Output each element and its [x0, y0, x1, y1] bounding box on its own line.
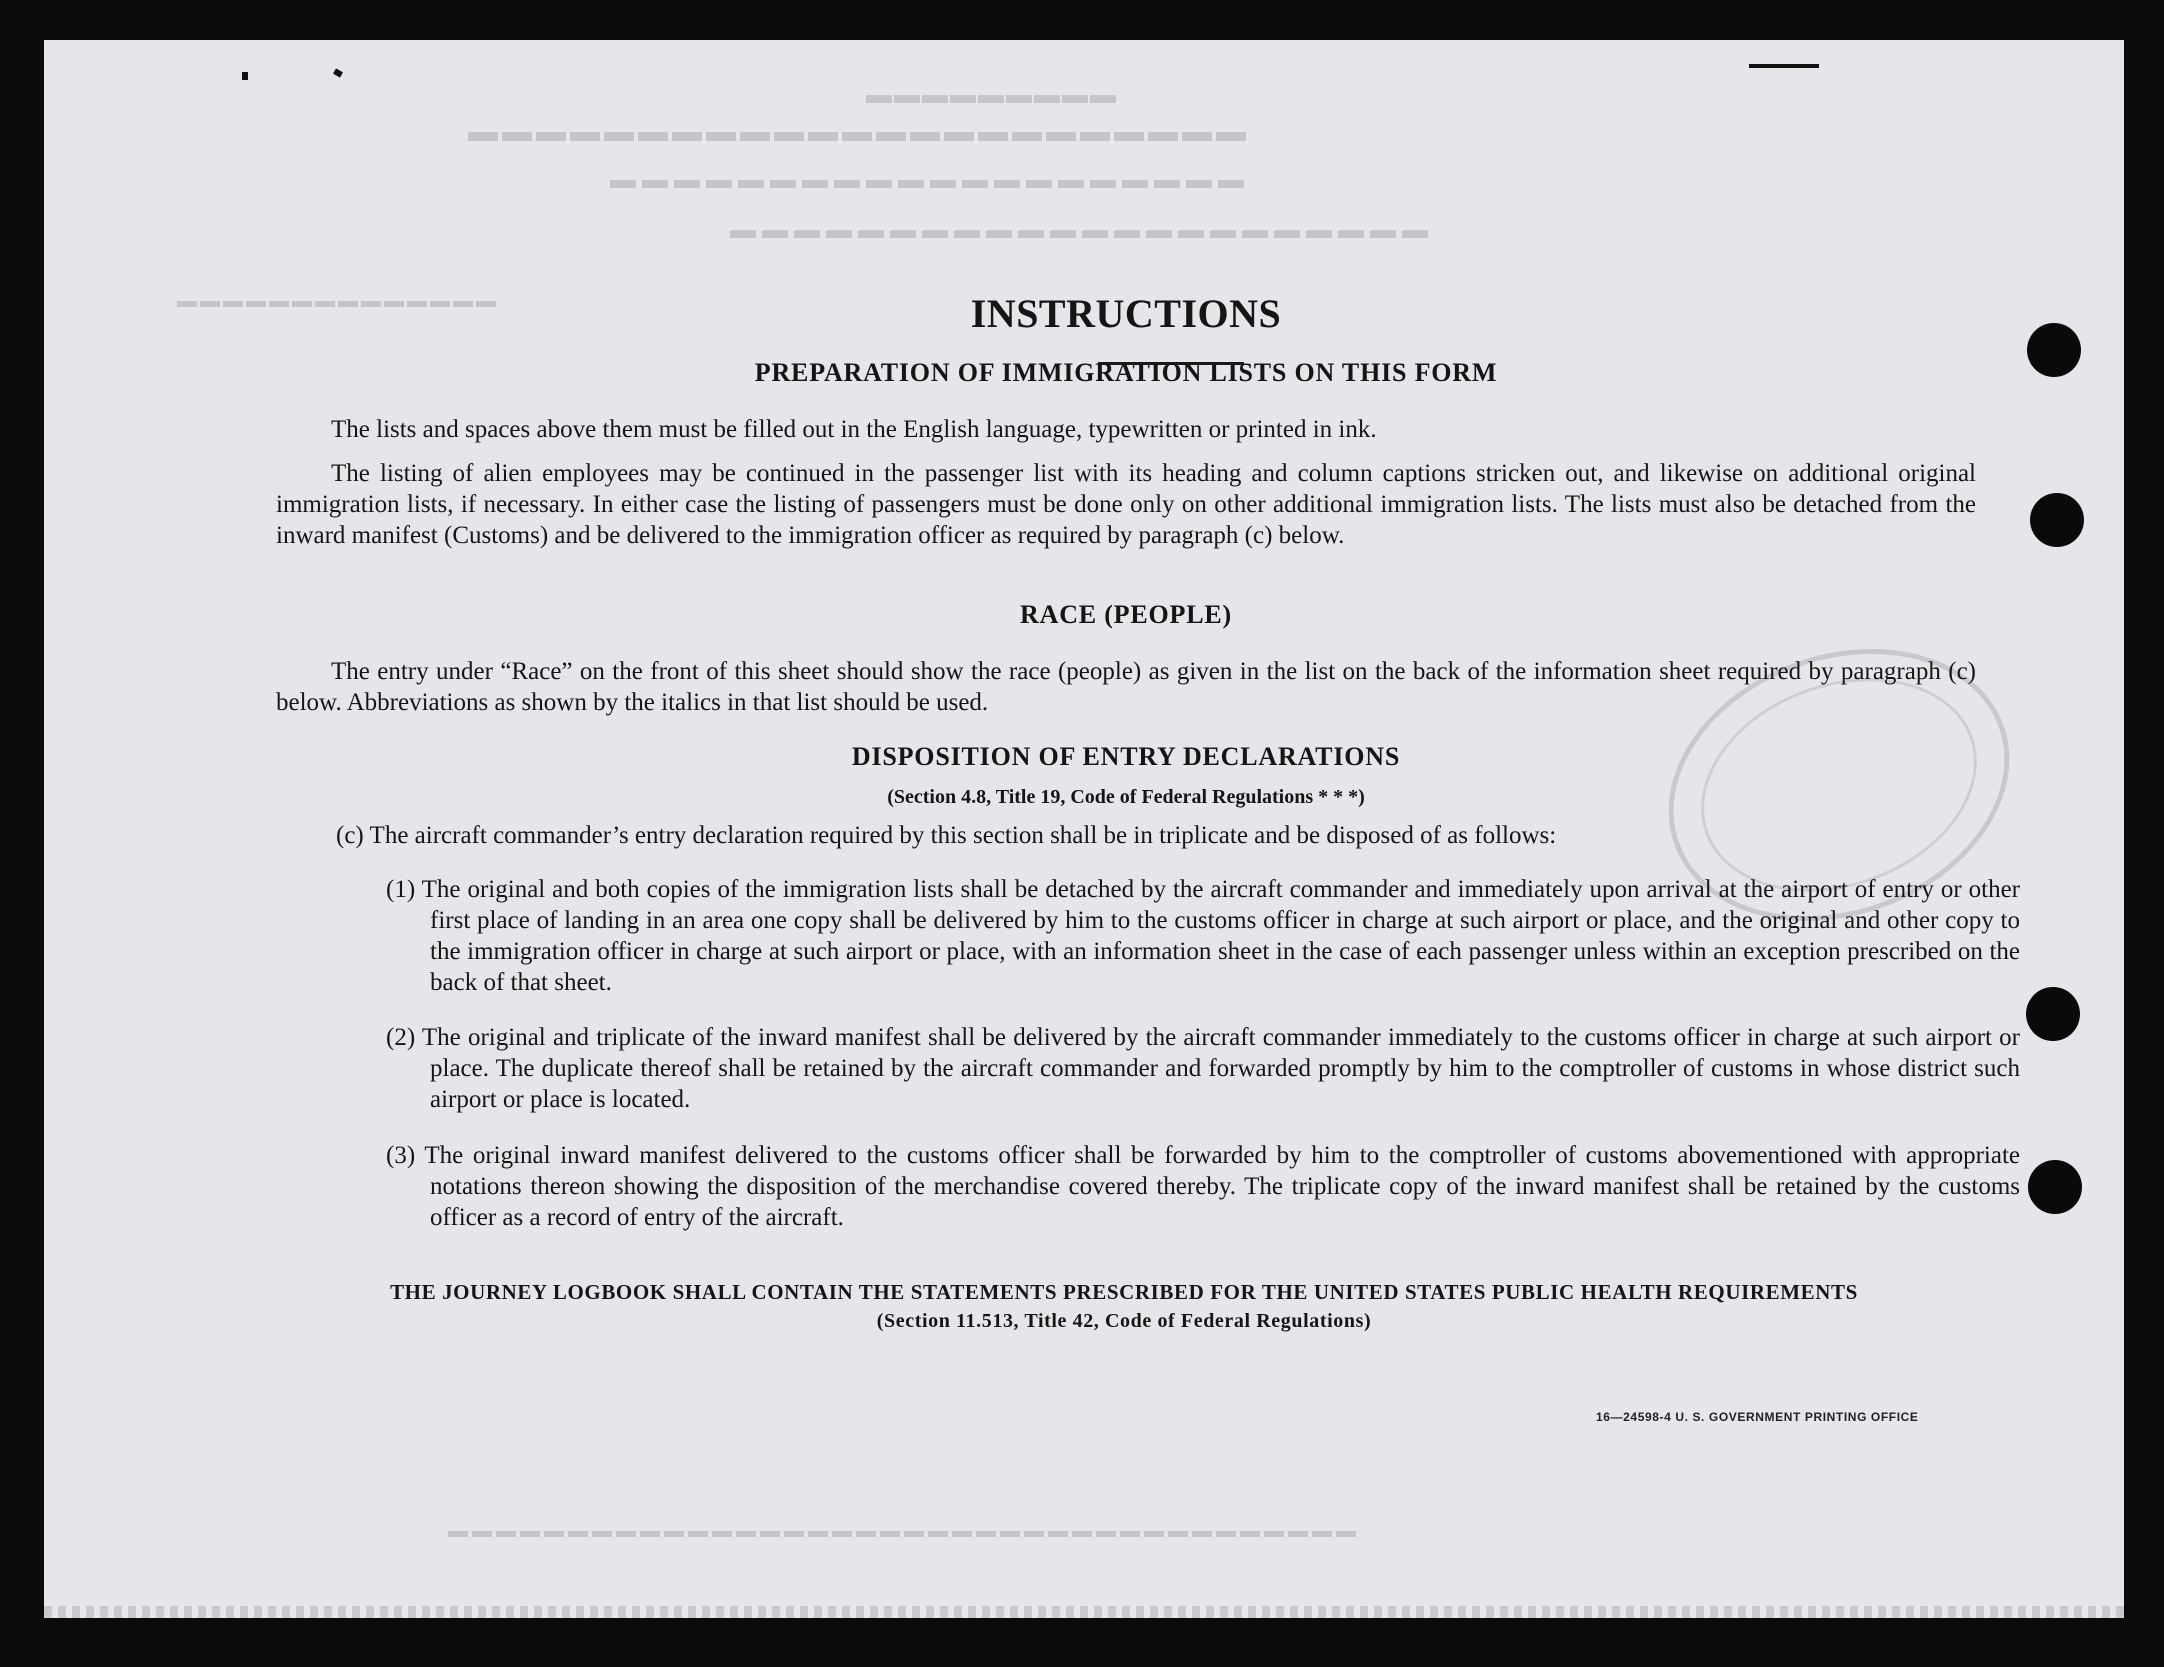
scan-mark [1749, 64, 1819, 68]
disposition-item-2: (2) The original and triplicate of the inward manifest shall be delivered by the aircraft commander immediately to the customs officer in charge at such airport or place. The duplicate thereof shall be retained by the aircraft commander and forwarded promptly by him to the comptroller of customs in whose district such airport or place is located. [386, 1024, 2020, 1113]
bleed-through-mark: ▬▬▬▬▬▬▬▬▬▬▬▬▬▬▬▬▬▬▬▬▬▬▬ [464, 115, 1246, 148]
race-paragraph: The entry under “Race” on the front of this sheet should show the race (people) as given in the list on the back of the information sheet required by paragraph (c) below. Abbreviations as shown by the italics in that list should be used. [276, 658, 1976, 716]
bleed-through-mark: ▬▬▬▬▬▬▬▬▬▬▬▬▬▬ [174, 290, 496, 312]
section-heading-preparation: PREPARATION OF IMMIGRATION LISTS ON THIS FORM [754, 358, 1498, 387]
punch-hole [2027, 323, 2081, 377]
printing-office-code: 16—24598-4 U. S. GOVERNMENT PRINTING OFFICE [1596, 1410, 1919, 1424]
bleed-through-mark: ▬▬▬▬▬▬▬▬▬▬▬▬▬▬▬▬▬▬▬▬▬▬ [724, 215, 1428, 244]
punch-hole [2030, 493, 2084, 547]
footer-requirement-line: THE JOURNEY LOGBOOK SHALL CONTAIN THE STATEMENTS PRESCRIBED FOR THE UNITED STATES PUBLIC HEALTH REQUIREMENTS [390, 1280, 1858, 1304]
disposition-item-3: (3) The original inward manifest delivered to the customs officer shall be forwarded by him to the comptroller of customs abovementioned with appropriate notations thereon showing the disposition of the merchandise covered thereby. The triplicate copy of the inward manifest shall be retained by the customs officer as a record of entry of the aircraft. [386, 1142, 2020, 1231]
bleed-through-mark: ▬▬▬▬▬▬▬▬▬▬▬▬▬▬▬▬▬▬▬▬ [604, 165, 1244, 194]
section-heading-disposition: DISPOSITION OF ENTRY DECLARATIONS [851, 742, 1401, 771]
punch-hole [2028, 1160, 2082, 1214]
bleed-through-mark: ▬▬▬▬▬▬▬▬▬ [864, 80, 1116, 109]
disposition-item-1: (1) The original and both copies of the immigration lists shall be detached by the aircraft commander and immediately upon arrival at the airport of entry or other first place of landing in an area one copy shall be delivered by him to the customs officer in charge at such airport or place, and the original and other copy to the immigration officer in charge at such airport or place, with an information sheet in the case of each passenger unless within an exception prescribed on the back of that sheet. [386, 876, 2020, 996]
disposition-clause-c: (c) The aircraft commander’s entry declaration required by this section shall be in triplicate and be disposed of as follows: [336, 822, 1557, 849]
preparation-paragraph-1: The lists and spaces above them must be filled out in the English language, typewritten or printed in ink. [331, 416, 1377, 443]
preparation-paragraph-2: The listing of alien employees may be continued in the passenger list with its heading and column captions stricken out, and likewise on additional original immigration lists, if necessary. In either case the listing of passengers must be done only on other additional immigration lists. The lists must also be detached from the inward manifest (Customs) and be delivered to the immigration officer as required by paragraph (c) below. [276, 460, 1976, 549]
document-page [44, 40, 2124, 1618]
disposition-citation: (Section 4.8, Title 19, Code of Federal Regulations * * *) [887, 786, 1365, 808]
scan-mark [333, 68, 343, 77]
section-heading-race: RACE (PEOPLE) [1020, 600, 1232, 629]
page-title: INSTRUCTIONS [970, 291, 1282, 336]
scan-mark [242, 72, 248, 80]
footer-citation-line: (Section 11.513, Title 42, Code of Federal Regulations) [876, 1310, 1372, 1332]
punch-hole [2026, 987, 2080, 1041]
bleed-through-mark: ▬▬▬▬▬▬▬▬▬▬▬▬▬▬▬▬▬▬▬▬▬▬▬▬▬▬▬▬▬▬▬▬▬▬▬▬▬▬ [444, 1520, 1356, 1542]
